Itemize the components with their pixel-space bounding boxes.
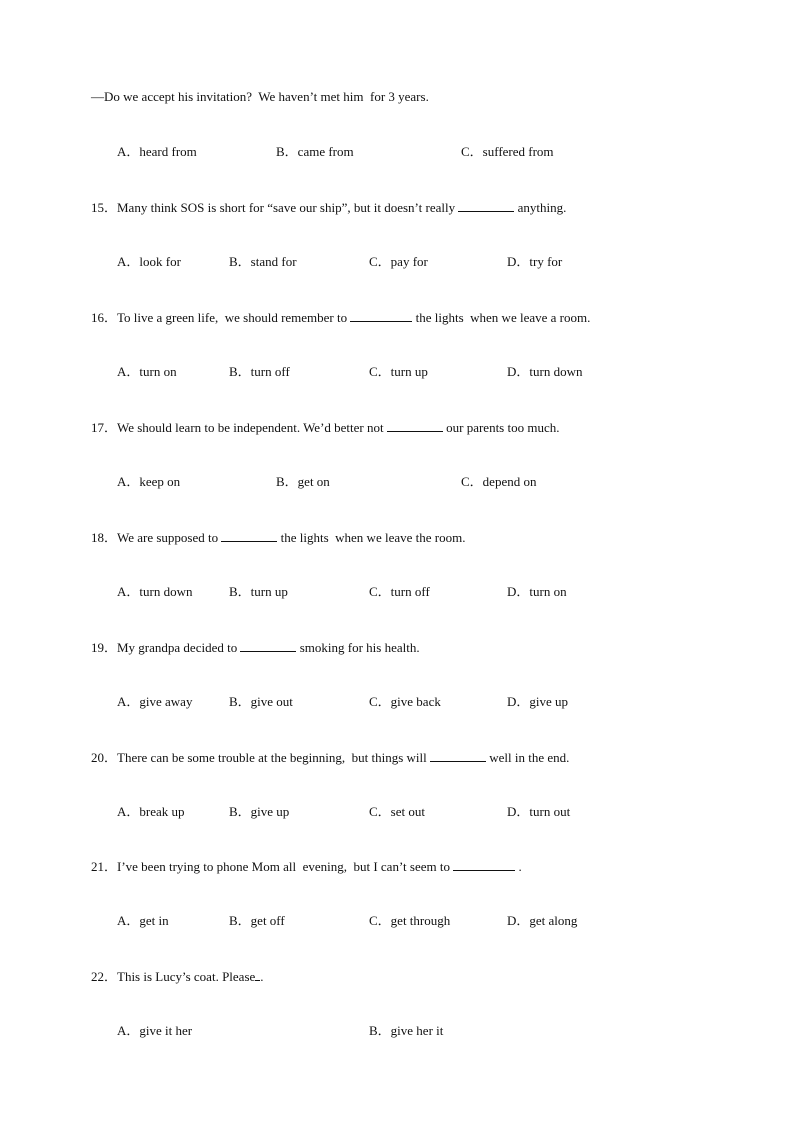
question-18-text: 18．We are supposed to [91,530,222,545]
question-17-text: 17．We should learn to be independent. We’d better not [91,420,387,435]
option-a: A．keep on [117,474,181,489]
answer-blank [430,749,486,762]
option-b: B．give up [229,804,290,819]
option-d: D．turn on [507,584,567,599]
question-15 [91,199,566,216]
option-b: B．turn off [229,364,290,379]
option-b: B．stand for [229,254,297,269]
question-22-text: 22．This is Lucy’s coat. Please [91,969,256,984]
option-c: C．pay for [369,254,428,269]
question-18 [91,529,465,546]
option-b: B．turn up [229,584,288,599]
question-15-text: 15．Many think SOS is short for “save our ship”, but it doesn’t really [91,200,459,215]
answer-blank [350,309,412,322]
option-a: A．turn down [117,584,193,599]
option-d: D．try for [507,254,563,269]
option-b: B．give out [229,694,293,709]
question-20-text: 20．There can be some trouble at the beginning, but things will [91,750,431,765]
answer-blank [387,419,443,432]
question-16-tail: the lights when we leave a room. [412,310,591,325]
option-c: C．give back [369,694,441,709]
option-c: C．depend on [461,474,537,489]
option-b: B．came from [276,144,354,159]
option-a: A．heard from [117,144,197,159]
option-a: A．look for [117,254,181,269]
question-22-tail: . [260,969,264,984]
option-b: B．get on [276,474,330,489]
question-21-tail: . [515,859,522,874]
option-d: D．get along [507,913,578,928]
option-a: A．break up [117,804,185,819]
question-19 [91,639,420,656]
option-d: D．turn out [507,804,571,819]
option-d: D．turn down [507,364,583,379]
question-20 [91,749,569,766]
option-a: A．get in [117,913,169,928]
question-22 [91,968,264,985]
question-19-text: 19．My grandpa decided to [91,640,241,655]
question-intro-text: —Do we accept his invitation? We haven’t met him for 3 years. [91,89,429,104]
option-c: C．get through [369,913,451,928]
question-19-tail: smoking for his health. [296,640,420,655]
answer-blank [458,199,514,212]
option-b: B．get off [229,913,285,928]
option-a: A．give away [117,694,193,709]
option-c: C．turn up [369,364,428,379]
option-d: D．give up [507,694,569,709]
option-c: C．turn off [369,584,430,599]
question-18-tail: the lights when we leave the room. [277,530,466,545]
answer-blank [453,858,515,871]
option-c: C．suffered from [461,144,554,159]
option-b: B．give her it [369,1023,444,1038]
question-21-text: 21．I’ve been trying to phone Mom all evening, but I can’t seem to [91,859,454,874]
question-16 [91,309,590,326]
answer-blank [221,529,277,542]
answer-blank [240,639,296,652]
question-17 [91,419,560,436]
question-21 [91,858,522,875]
question-15-tail: anything. [514,200,567,215]
option-a: A．turn on [117,364,177,379]
option-c: C．set out [369,804,425,819]
question-16-text: 16．To live a green life, we should remember to [91,310,351,325]
option-a: A．give it her [117,1023,193,1038]
question-20-tail: well in the end. [486,750,570,765]
question-17-tail: our parents too much. [442,420,560,435]
